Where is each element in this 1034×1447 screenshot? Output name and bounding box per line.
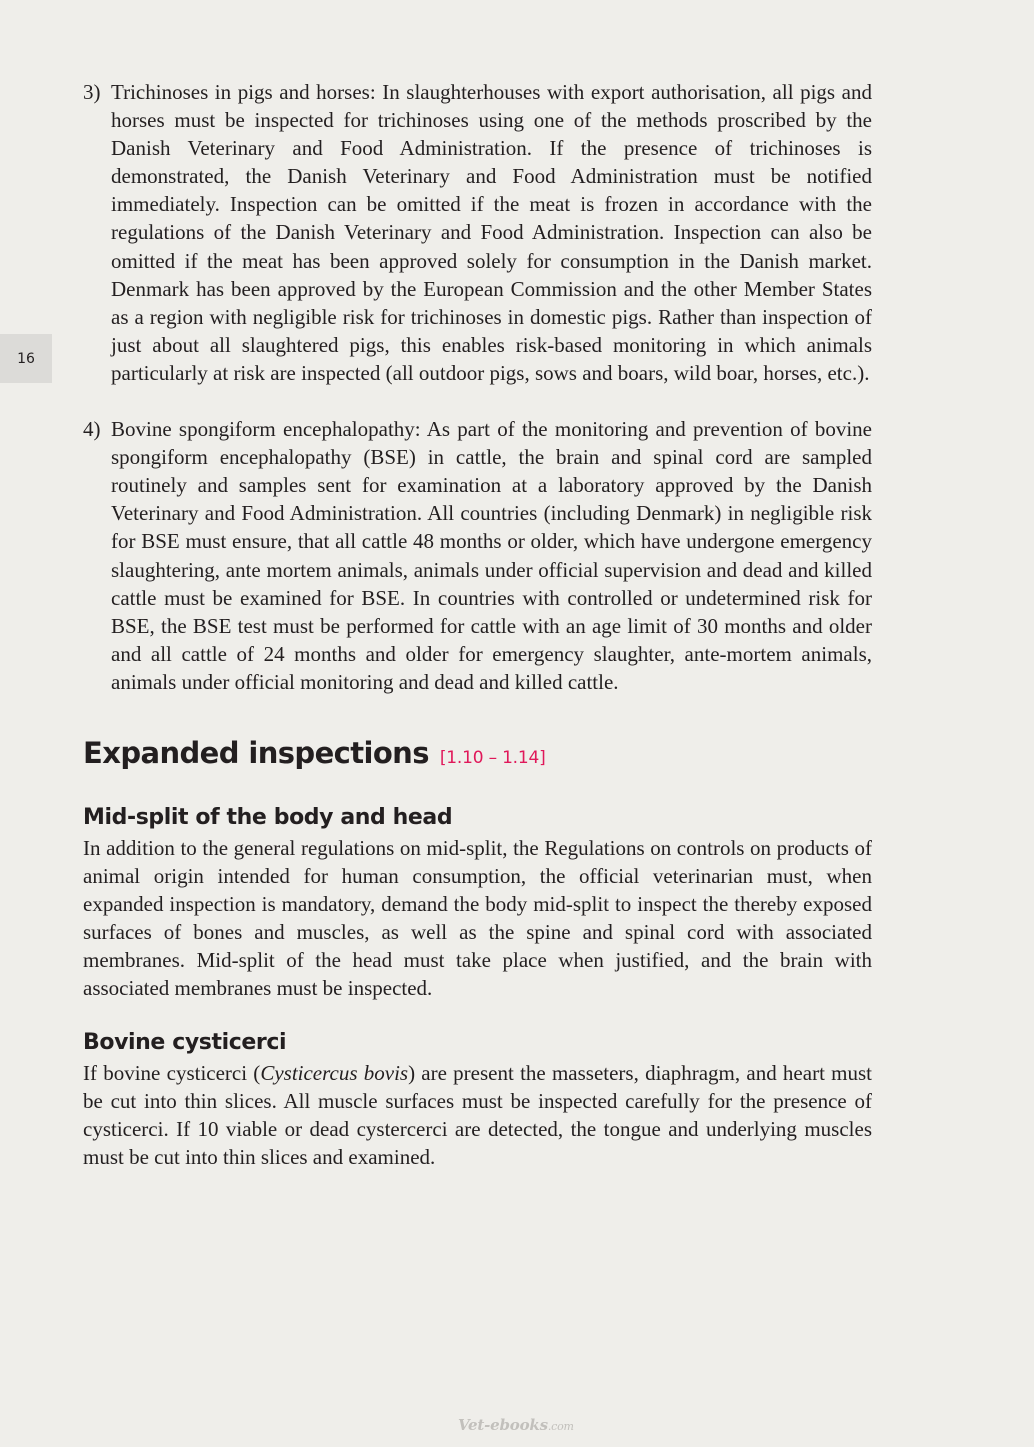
paragraph-text-start: If bovine cysticerci (	[83, 1060, 261, 1085]
paragraph-bovine-cysticerci	[83, 1059, 872, 1171]
list-item-bse	[83, 415, 872, 696]
list-item-trichinoses	[83, 78, 872, 387]
list-item-text: Bovine spongiform encephalopathy: As part of the monitoring and prevention of bovine spongiform encephalopathy (BSE) in cattle, the brain and spinal cord are sampled routinely and samples sent for examination at a laboratory approved by the Danish Veterinary and Food Administration. All countries (including Denmark) in negligible risk for BSE must ensure, that all cattle 48 months or older, which have undergone emergency slaughtering, ante mortem animals, animals under official supervision and dead and killed cattle must be examined for BSE. In countries with controlled or undetermined risk for BSE, the BSE test must be performed for cattle with an age limit of 30 months and older and all cattle of 24 months and older for emergency slaughter, ante-mortem animals, animals under official monitoring and dead and killed cattle.	[111, 417, 872, 694]
section-title: Expanded inspections	[83, 735, 429, 770]
page-content	[83, 78, 872, 1171]
paragraph-text-end: ) are present the masseters, diaphragm, and heart must be cut into thin slices. All muscle surfaces must be inspected carefully for the presence of cysticerci. If 10 viable or dead cystercerci are detected, the tongue and underlying muscles must be cut into thin slices and examined.	[83, 1060, 872, 1169]
watermark-main: Vet-ebooks	[458, 1416, 548, 1434]
page-number-tab	[0, 334, 52, 383]
watermark-logo	[458, 1416, 574, 1434]
subheading-mid-split: Mid-split of the body and head	[83, 804, 453, 830]
section-heading	[83, 736, 872, 770]
list-item-text: Trichinoses in pigs and horses: In slaughterhouses with export authorisation, all pigs and horses must be inspected for trichinoses using one of the methods proscribed by the Danish Veterinary and Food Administration. If the presence of trichinoses is demonstrated, the Danish Veterinary and Food Administration must be notified immediately. Inspection can be omitted if the meat is frozen in accordance with the regulations of the Danish Veterinary and Food Administration. Inspection can also be omitted if the meat has been approved solely for consumption in the Danish market. Denmark has been approved by the European Commission and the other Member States as a region with negligible risk for trichinoses in domestic pigs. Rather than inspection of just about all slaughtered pigs, this enables risk-based monitoring in which animals particularly at risk are inspected (all outdoor pigs, sows and boars, wild boar, horses, etc.).	[111, 80, 872, 385]
paragraph-mid-split: In addition to the general regulations on mid-split, the Regulations on controls on products of animal origin intended for human consumption, the official veterinarian must, when expanded inspection is mandatory, demand the body mid-split to inspect the thereby exposed surfaces of bones and muscles, as well as the spine and spinal cord with associated membranes. Mid-split of the head must take place when justified, and the brain with associated membranes must be inspected.	[83, 835, 872, 1001]
section-reference: [1.10 – 1.14]	[439, 747, 546, 768]
list-item-number: 4)	[83, 417, 101, 442]
watermark-suffix: .com	[547, 1420, 574, 1433]
species-name: Cysticercus bovis	[260, 1060, 409, 1085]
page-number: 16	[17, 350, 35, 367]
subheading-bovine-cysticerci: Bovine cysticerci	[83, 1029, 287, 1055]
list-item-number: 3)	[83, 80, 101, 104]
